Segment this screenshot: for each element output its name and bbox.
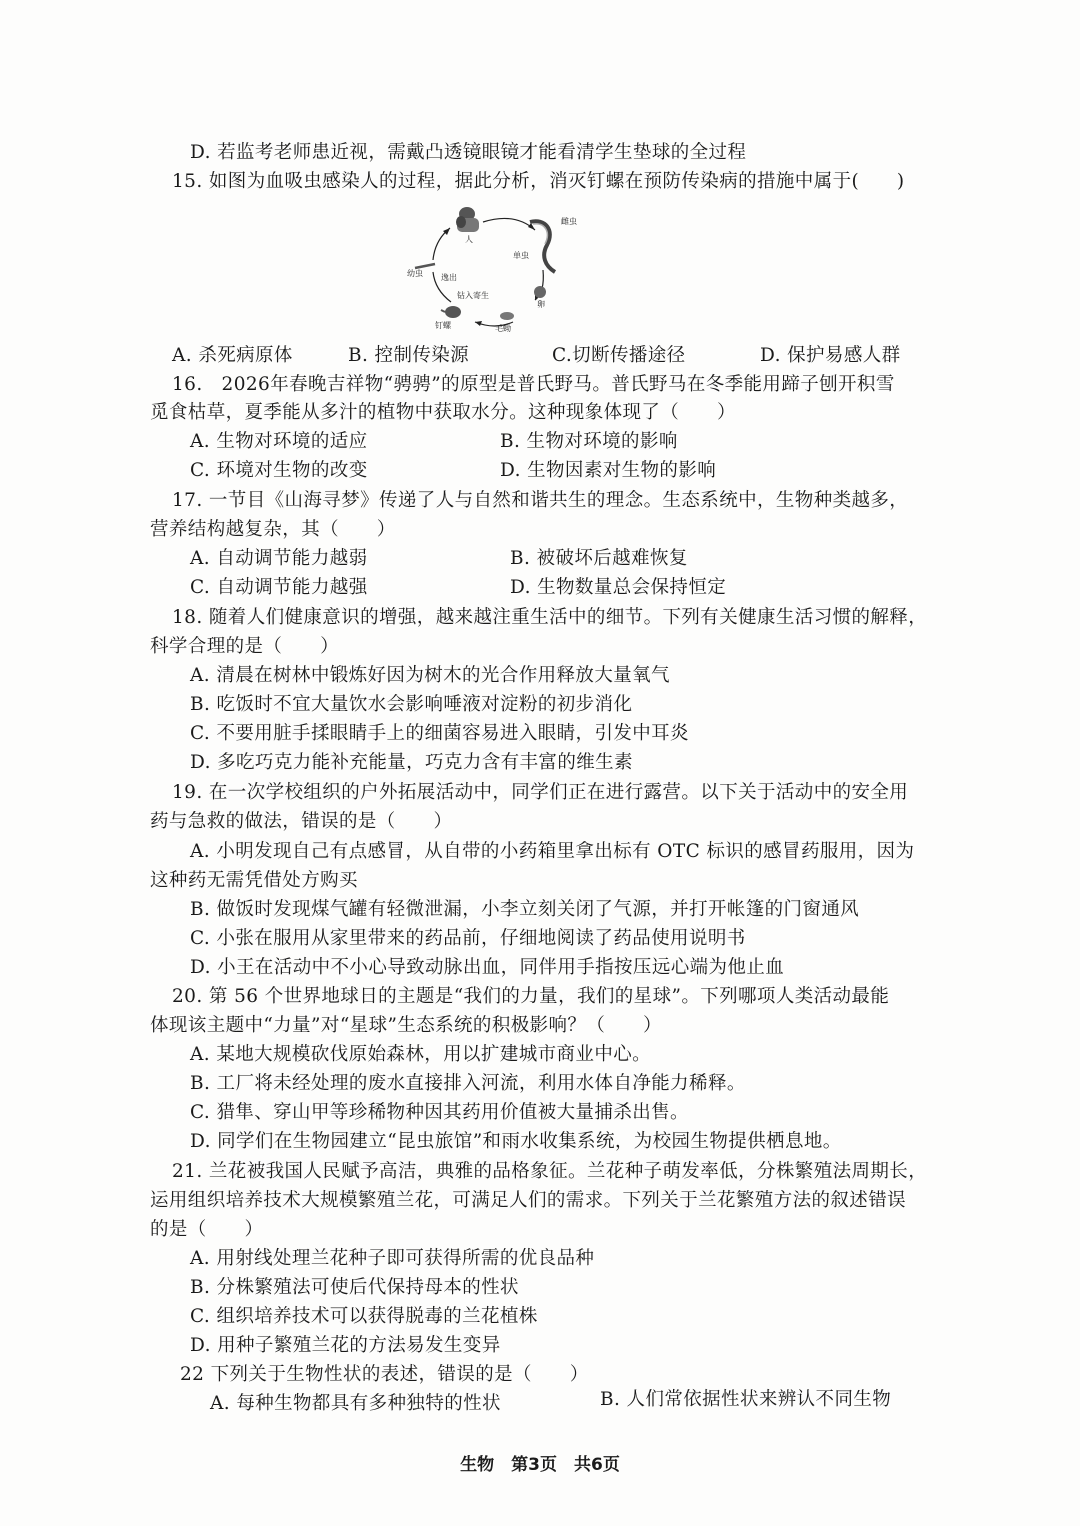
- q19-option-a-line-2: 这种药无需凭借处方购买: [150, 870, 358, 891]
- q15-option-d: D. 保护易感人群: [760, 345, 901, 366]
- q20-stem-line-1: 20. 第 56 个世界地球日的主题是“我们的力量，我们的星球”。下列哪项人类活动最能: [172, 986, 890, 1007]
- q20-stem-line-2: 体现该主题中“力量”对“星球”生态系统的积极影响？（ ）: [150, 1015, 662, 1036]
- q16-option-a: A. 生物对环境的适应: [190, 431, 368, 452]
- label-miracidium: 毛蚴: [495, 324, 511, 333]
- q18-option-a: A. 清晨在树林中锻炼好因为树木的光合作用释放大量氧气: [190, 665, 670, 686]
- q16-option-c: C. 环境对生物的改变: [190, 460, 368, 481]
- q21-stem-line-2: 运用组织培养技术大规模繁殖兰花，可满足人们的需求。下列关于兰花繁殖方法的叙述错误: [150, 1190, 907, 1211]
- q21-option-a: A. 用射线处理兰花种子即可获得所需的优良品种: [190, 1248, 595, 1269]
- q17-stem-line-2: 营养结构越复杂，其（ ）: [150, 519, 396, 540]
- q20-option-d: D. 同学们在生物园建立“昆虫旅馆”和雨水收集系统，为校园生物提供栖息地。: [190, 1131, 842, 1152]
- q20-option-b: B. 工厂将未经处理的废水直接排入河流，利用水体自净能力稀释。: [190, 1073, 746, 1094]
- q17-stem-line-1: 17. 一节目《山海寻梦》传递了人与自然和谐共生的理念。生态系统中，生物种类越多，: [172, 490, 909, 511]
- q21-stem-line-3: 的是（ ）: [150, 1219, 264, 1240]
- q19-option-b: B. 做饭时发现煤气罐有轻微泄漏，小李立刻关闭了气源，并打开帐篷的门窗通风: [190, 899, 860, 920]
- egg-shape: [534, 286, 546, 298]
- q22-stem: 22 下列关于生物性状的表述，错误的是（ ）: [180, 1364, 589, 1385]
- life-cycle-svg: [395, 200, 595, 334]
- q18-stem-line-1: 18. 随着人们健康意识的增强，越来越注重生活中的细节。下列有关健康生活习惯的解释，: [172, 607, 928, 628]
- q20-option-a: A. 某地大规模砍伐原始森林，用以扩建城市商业中心。: [190, 1044, 652, 1065]
- q16-option-d: D. 生物因素对生物的影响: [500, 460, 717, 481]
- q20-option-c: C. 猎隼、穿山甲等珍稀物种因其药用价值被大量捕杀出售。: [190, 1102, 689, 1123]
- label-penetrate: 钻入寄生: [457, 291, 489, 300]
- human-figure: [456, 207, 479, 232]
- q16-stem-line-2: 觅食枯草，夏季能从多汁的植物中获取水分。这种现象体现了（ ）: [150, 402, 736, 423]
- schistosome-life-cycle-diagram: [395, 200, 595, 334]
- q15-option-c: C.切断传播途径: [552, 345, 686, 366]
- q19-option-a-line-1: A. 小明发现自己有点感冒，从自带的小药箱里拿出标有 OTC 标识的感冒药服用，因为: [190, 841, 915, 862]
- q16-option-b: B. 生物对环境的影响: [500, 431, 678, 452]
- q14-option-d: D. 若监考老师患近视，需戴凸透镜眼镜才能看清学生垫球的全过程: [190, 142, 747, 163]
- snail-shape: [441, 306, 461, 318]
- q17-option-c: C. 自动调节能力越强: [190, 577, 368, 598]
- label-human: 人: [465, 235, 473, 244]
- q18-stem-line-2: 科学合理的是（ ）: [150, 636, 340, 657]
- q21-option-b: B. 分株繁殖法可使后代保持母本的性状: [190, 1277, 519, 1298]
- label-larva: 幼虫: [407, 269, 423, 278]
- q16-stem-line-1: 16. 2026年春晚吉祥物“骋骋”的原型是普氏野马。普氏野马在冬季能用蹄子刨开积雪: [172, 374, 895, 395]
- q17-option-a: A. 自动调节能力越弱: [190, 548, 368, 569]
- q22-option-b: B. 人们常依据性状来辨认不同生物: [600, 1389, 892, 1410]
- q19-stem-line-1: 19. 在一次学校组织的户外拓展活动中，同学们正在进行露营。以下关于活动中的安全用: [172, 782, 909, 803]
- q18-option-c: C. 不要用脏手揉眼睛手上的细菌容易进入眼睛，引发中耳炎: [190, 723, 689, 744]
- label-emerge: 逸出: [441, 273, 457, 282]
- label-snail: 钉螺: [435, 321, 451, 330]
- q19-option-d: D. 小王在活动中不小心导致动脉出血，同伴用手指按压远心端为他止血: [190, 957, 785, 978]
- page-footer: 生物 第3页 共6页: [460, 1455, 620, 1475]
- q21-stem-line-1: 21. 兰花被我国人民赋予高洁，典雅的品格象征。兰花种子萌发率低，分株繁殖法周期长，: [172, 1161, 928, 1182]
- q21-option-d: D. 用种子繁殖兰花的方法易发生变异: [190, 1335, 501, 1356]
- q15-option-a: A. 杀死病原体: [172, 345, 293, 366]
- cercaria-shape: [415, 264, 435, 268]
- q18-option-b: B. 吃饭时不宜大量饮水会影响唾液对淀粉的初步消化: [190, 694, 633, 715]
- q15-option-b: B. 控制传染源: [348, 345, 470, 366]
- q22-option-a: A. 每种生物都具有多种独特的性状: [210, 1393, 501, 1414]
- q17-option-d: D. 生物数量总会保持恒定: [510, 577, 727, 598]
- q19-stem-line-2: 药与急救的做法，错误的是（ ）: [150, 811, 453, 832]
- q15-stem: 15. 如图为血吸虫感染人的过程，据此分析，消灭钉螺在预防传染病的措施中属于( ): [172, 171, 905, 192]
- label-egg: 卵: [537, 300, 545, 309]
- q21-option-c: C. 组织培养技术可以获得脱毒的兰花植株: [190, 1306, 538, 1327]
- miracidium-shape: [500, 312, 514, 320]
- label-single-worm: 单虫: [513, 251, 529, 260]
- q18-option-d: D. 多吃巧克力能补充能量，巧克力含有丰富的维生素: [190, 752, 633, 773]
- q17-option-b: B. 被破坏后越难恢复: [510, 548, 688, 569]
- q19-option-c: C. 小张在服用从家里带来的药品前，仔细地阅读了药品使用说明书: [190, 928, 746, 949]
- label-female-worm: 雌虫: [561, 217, 577, 226]
